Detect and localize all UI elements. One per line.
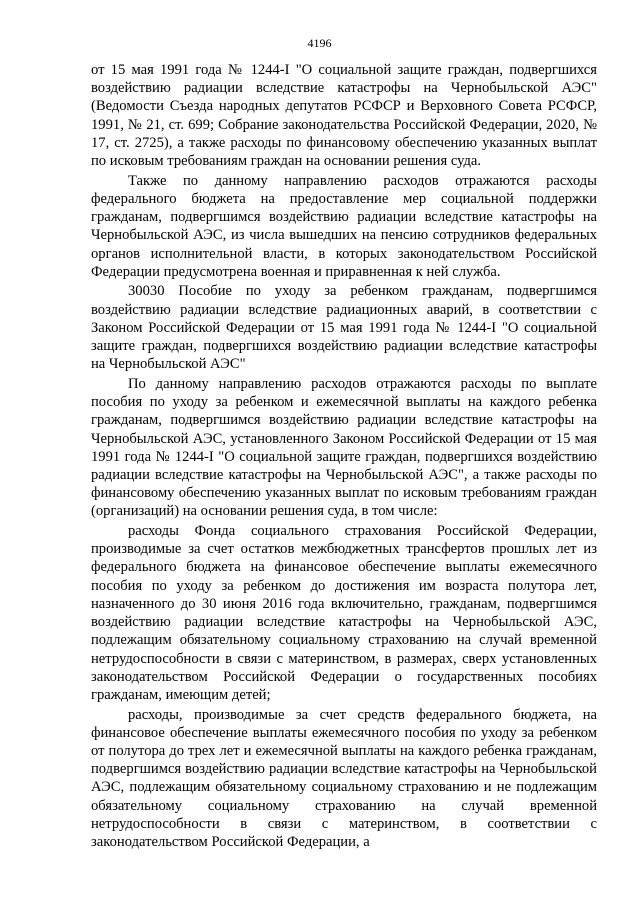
paragraph-federal-budget: расходы, производимые за счет средств федерального бюджета, на финансовое обеспечение выплаты ежемесячного пособия по уходу за ребенком от полутора до трех лет и ежемесячной выплаты на каждого ребенка гражданам, подвергшимся воздействию радиации вследствие катастрофы на Чернобыльской АЭС, подлежащим обязательному социальному страхованию и не подлежащим обязательному социальному страхованию на случай временной нетрудоспособности в связи с материнством, в соответствии с законодательством Российской Федерации, а [91,706,597,851]
paragraph-continuation: от 15 мая 1991 года № 1244-I "О социальной защите граждан, подвергшихся воздействию радиации вследствие катастрофы на Чернобыльской АЭС" (Ведомости Съезда народных депутатов РСФСР и Верховного Совета РСФСР, 1991, № 21, ст. 699; Собрание законодательства Российской Федерации, 2020, № 17, ст. 2725), а также расходы по финансовому обеспечению указанных выплат по исковым требованиям граждан на основании решения суда. [91,62,597,170]
paragraph-code-30030: 30030 Пособие по уходу за ребенком гражданам, подвергшимся воздействию радиации вследствие радиационных аварий, в соответствии с Законом Российской Федерации от 15 мая 1991 года № 1244-I "О социальной защите граждан, подвергшихся воздействию радиации вследствие катастрофы на Чернобыльской АЭС" [91,283,597,373]
document-body [91,61,597,851]
page-number: 4196 [307,36,332,50]
paragraph-measures-support: Также по данному направлению расходов отражаются расходы федерального бюджета на предоставление мер социальной поддержки гражданам, подвергшимся воздействию радиации вследствие катастрофы на Чернобыльской АЭС, из числа вышедших на пенсию сотрудников федеральных органов исполнительной власти, в которых законодательством Российской Федерации предусмотрена военная и приравненная к ней служба. [91,172,597,280]
paragraph-social-insurance-fund: расходы Фонда социального страхования Российской Федерации, производимые за счет остатков межбюджетных трансфертов прошлых лет из федерального бюджета на финансовое обеспечение выплаты ежемесячного пособия по уходу за ребенком до достижения им возраста полутора лет, назначенного до 30 июня 2016 года включительно, гражданам, подвергшимся воздействию радиации вследствие катастрофы на Чернобыльской АЭС, подлежащим обязательному социальному страхованию на случай временной нетрудоспособности в связи с материнством, в размерах, сверх установленных законодательством Российской Федерации о государственных пособиях гражданам, имеющим детей; [91,523,597,703]
paragraph-expenses-description: По данному направлению расходов отражаются расходы по выплате пособия по уходу за ребенком и ежемесячной выплаты на каждого ребенка гражданам, подвергшимся воздействию радиации вследствие катастрофы на Чернобыльской АЭС, установленного Законом Российской Федерации от 15 мая 1991 года № 1244-I "О социальной защите граждан, подвергшихся воздействию радиации вследствие катастрофы на Чернобыльской АЭС", а также расходы по финансовому обеспечению указанных выплат по исковым требованиям граждан (организаций) на основании решения суда, в том числе: [91,375,597,520]
